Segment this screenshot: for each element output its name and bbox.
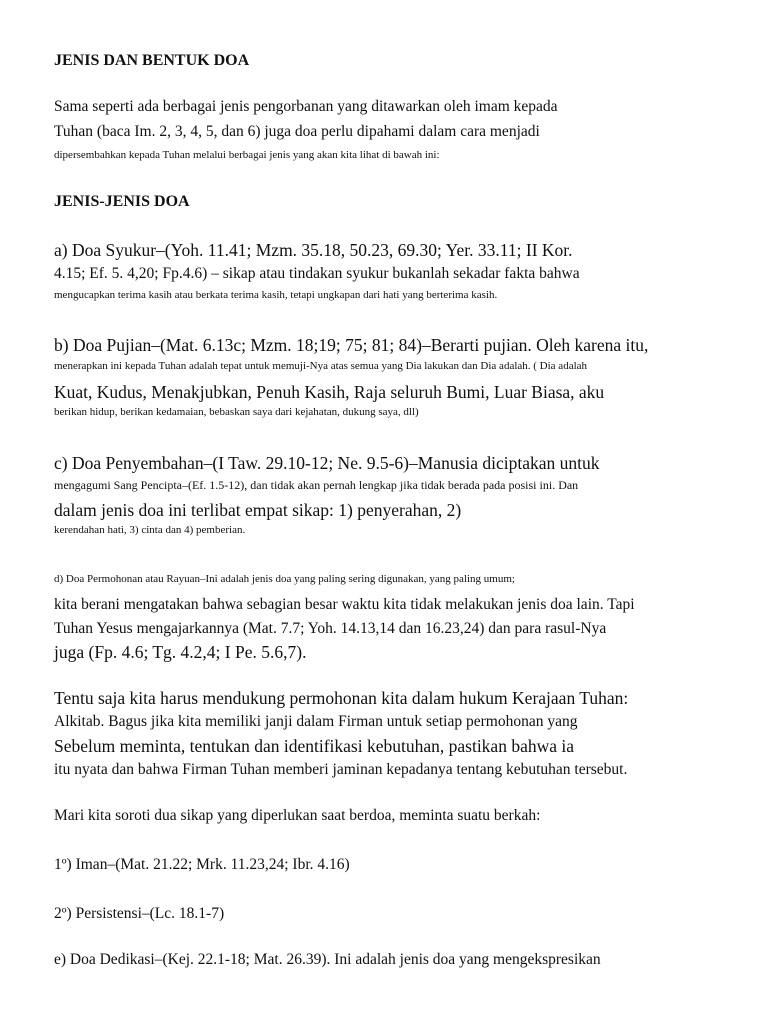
doa-dedikasi-line-1: e) Doa Dedikasi–(Kej. 22.1-18; Mat. 26.39). Ini adalah jenis doa yang mengekspresikan [54, 951, 601, 968]
doa-penyembahan-line-2: mengagumi Sang Pencipta–(Ef. 1.5-12), dan tidak akan pernah lengkap jika tidak berada pada posisi ini. Dan [54, 478, 579, 492]
doa-penyembahan-line-1: c) Doa Penyembahan–(I Taw. 29.10-12; Ne. 9.5-6)–Manusia diciptakan untuk [54, 453, 600, 473]
intro-line-3: dipersembahkan kepada Tuhan melalui berbagai jenis yang akan kita lihat di bawah ini: [54, 149, 440, 161]
doa-pujian-line-1: b) Doa Pujian–(Mat. 6.13c; Mzm. 18;19; 75; 81; 84)–Berarti pujian. Oleh karena itu, [54, 335, 649, 355]
doa-syukur-line-2: 4.15; Ef. 5. 4,20; Fp.4.6) – sikap atau tindakan syukur bukanlah sekadar fakta bahwa [54, 265, 580, 282]
sikap-persistensi: 2º) Persistensi–(Lc. 18.1-7) [54, 905, 225, 922]
document-title: JENIS DAN BENTUK DOA [54, 52, 250, 69]
doa-permohonan-line-4: juga (Fp. 4.6; Tg. 4.2,4; I Pe. 5.6,7). [54, 642, 307, 662]
intro-line-1: Sama seperti ada berbagai jenis pengorbanan yang ditawarkan oleh imam kepada [54, 98, 558, 115]
intro-line-2: Tuhan (baca Im. 2, 3, 4, 5, dan 6) juga doa perlu dipahami dalam cara menjadi [54, 123, 540, 140]
paragraph-line-3: Sebelum meminta, tentukan dan identifikasi kebutuhan, pastikan bahwa ia [54, 736, 575, 756]
doa-pujian-line-4: berikan hidup, berikan kedamaian, bebaskan saya dari kejahatan, dukung saya, dll) [54, 406, 419, 418]
sikap-intro: Mari kita soroti dua sikap yang diperlukan saat berdoa, meminta suatu berkah: [54, 807, 541, 824]
paragraph-line-1: Tentu saja kita harus mendukung permohonan kita dalam hukum Kerajaan Tuhan: [54, 688, 629, 708]
doa-permohonan-line-2: kita berani mengatakan bahwa sebagian besar waktu kita tidak melakukan jenis doa lain. Tapi [54, 596, 635, 613]
doa-penyembahan-line-4: kerendahan hati, 3) cinta dan 4) pemberian. [54, 524, 246, 536]
section-title: JENIS-JENIS DOA [54, 193, 190, 210]
doa-penyembahan-line-3: dalam jenis doa ini terlibat empat sikap: 1) penyerahan, 2) [54, 500, 462, 520]
paragraph-line-4: itu nyata dan bahwa Firman Tuhan memberi jaminan kepadanya tentang kebutuhan tersebut. [54, 761, 628, 778]
doa-pujian-line-2: menerapkan ini kepada Tuhan adalah tepat untuk memuji-Nya atas semua yang Dia lakukan dan Dia adalah. ( Dia adalah [54, 360, 588, 372]
doa-pujian-line-3: Kuat, Kudus, Menakjubkan, Penuh Kasih, Raja seluruh Bumi, Luar Biasa, aku [54, 382, 605, 402]
doa-permohonan-line-3: Tuhan Yesus mengajarkannya (Mat. 7.7; Yoh. 14.13,14 dan 16.23,24) dan para rasul-Nya [54, 620, 607, 637]
doa-syukur-line-1: a) Doa Syukur–(Yoh. 11.41; Mzm. 35.18, 50.23, 69.30; Yer. 33.11; II Kor. [54, 240, 573, 260]
doa-permohonan-line-1: d) Doa Permohonan atau Rayuan–Ini adalah jenis doa yang paling sering digunakan, yang paling umum; [54, 573, 515, 585]
doa-syukur-line-3: mengucapkan terima kasih atau berkata terima kasih, tetapi ungkapan dari hati yang berterima kasih. [54, 289, 498, 301]
paragraph-line-2: Alkitab. Bagus jika kita memiliki janji dalam Firman untuk setiap permohonan yang [54, 713, 578, 730]
sikap-iman: 1º) Iman–(Mat. 21.22; Mrk. 11.23,24; Ibr. 4.16) [54, 856, 350, 873]
